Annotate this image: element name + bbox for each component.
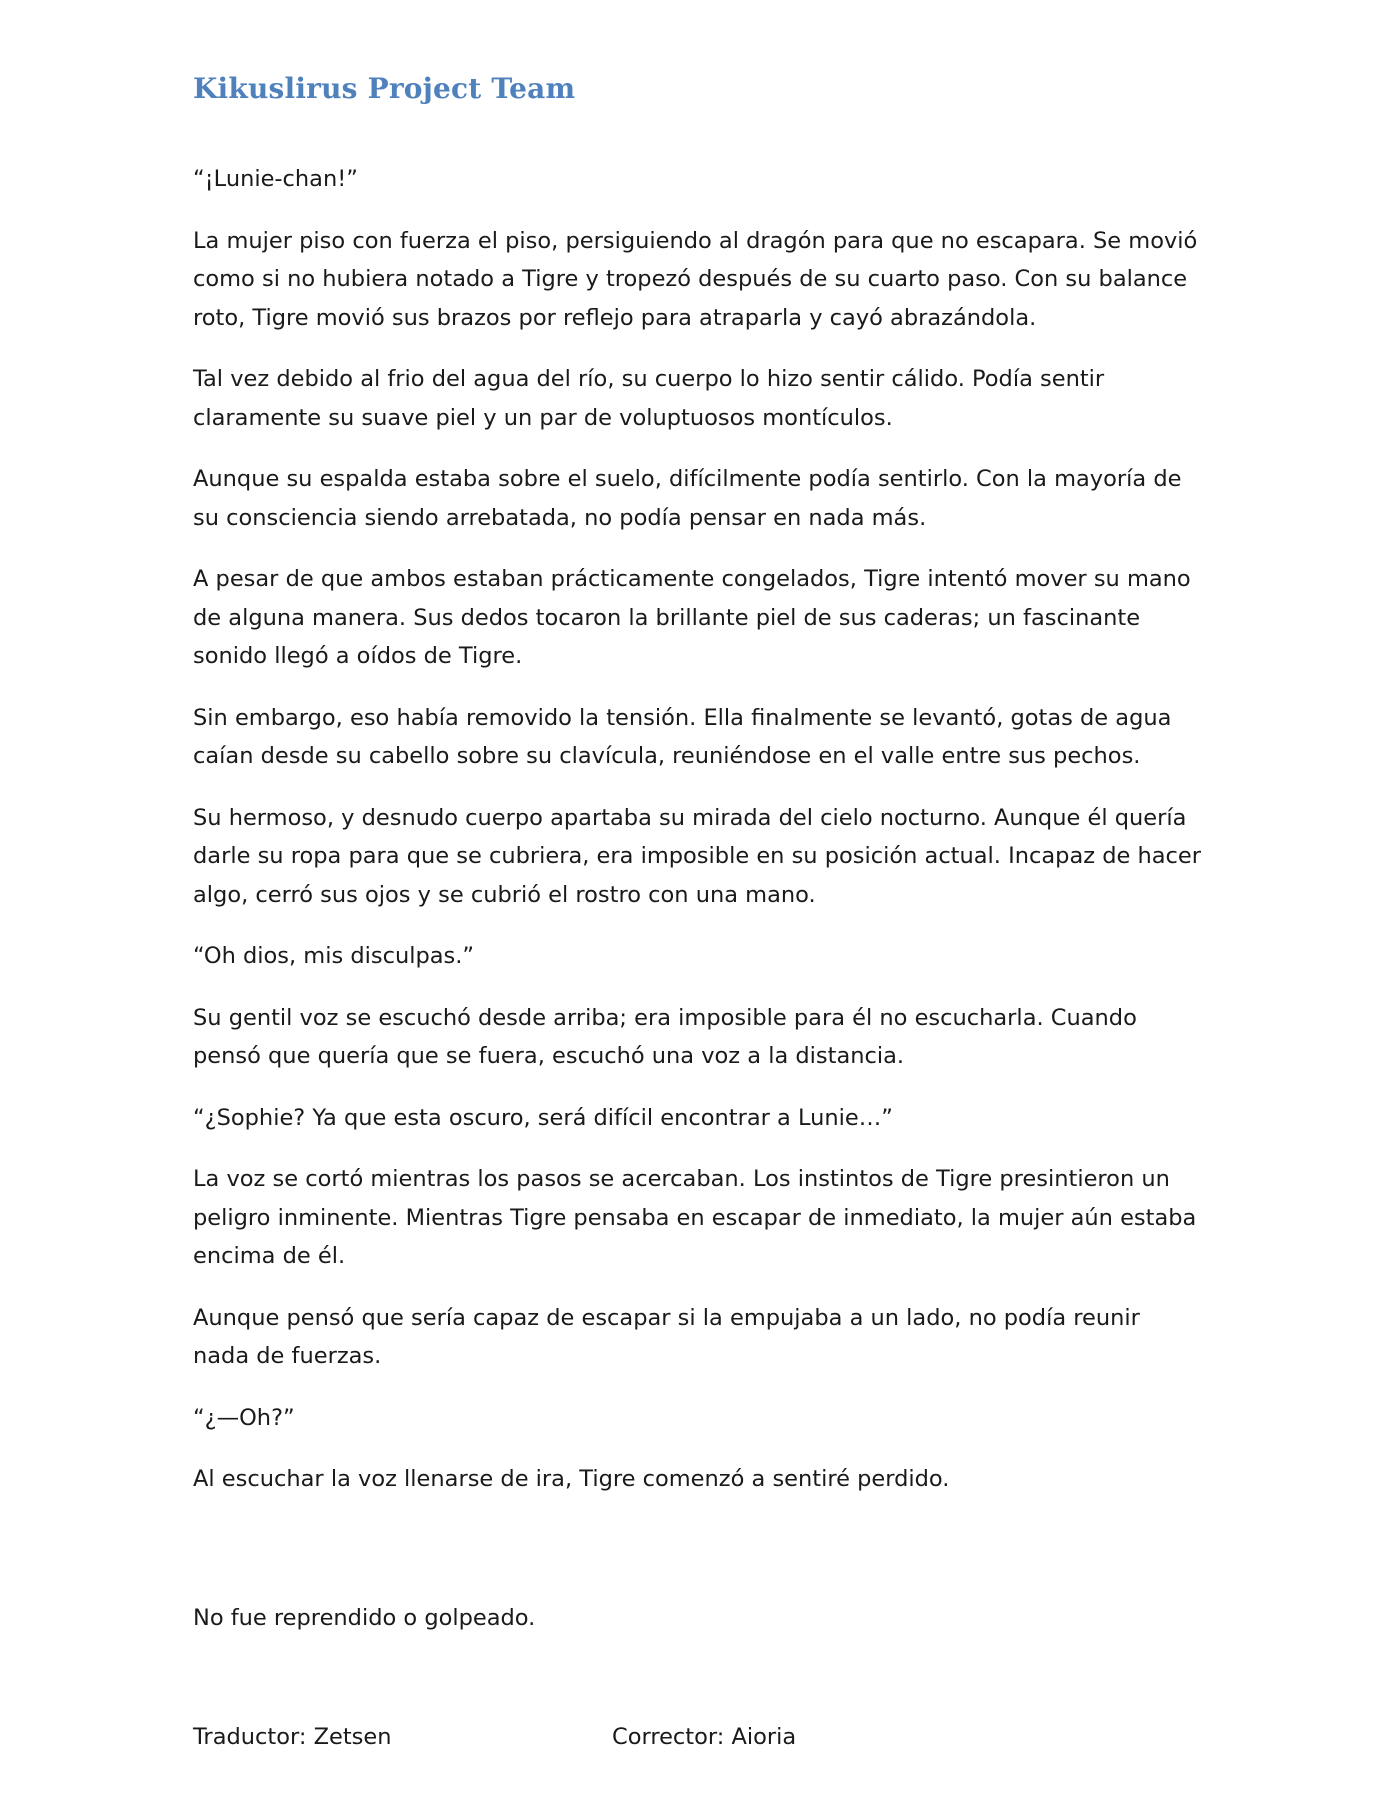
- paragraph: Aunque pensó que sería capaz de escapar si la empujaba a un lado, no podía reunir nada de fuerzas.: [193, 1304, 1140, 1369]
- paragraph: “¿—Oh?”: [193, 1404, 295, 1431]
- paragraph: “¿Sophie? Ya que esta oscuro, será difícil encontrar a Lunie…”: [193, 1104, 893, 1131]
- paragraph: Tal vez debido al frio del agua del río, su cuerpo lo hizo sentir cálido. Podía sentir claramente su suave piel y un par de voluptuosos montículos.: [193, 366, 1105, 431]
- paragraph: No fue reprendido o golpeado.: [193, 1604, 536, 1631]
- paragraph: Aunque su espalda estaba sobre el suelo, difícilmente podía sentirlo. Con la mayoría de su consciencia siendo arrebatada, no podía pensar en nada más.: [193, 466, 1182, 531]
- paragraph: La voz se cortó mientras los pasos se acercaban. Los instintos de Tigre presintieron un peligro inminente. Mientras Tigre pensaba en escapar de inmediato, la mujer aún estaba encima de él.: [193, 1166, 1197, 1269]
- translator-credit: Traductor: Zetsen: [193, 1724, 392, 1750]
- paragraph: A pesar de que ambos estaban prácticamente congelados, Tigre intentó mover su mano de alguna manera. Sus dedos tocaron la brillante piel de sus caderas; un fascinante sonido llegó a oídos de Tigre.: [193, 566, 1191, 669]
- paragraph: Al escuchar la voz llenarse de ira, Tigre comenzó a sentiré perdido.: [193, 1466, 950, 1492]
- paragraph: “Oh dios, mis disculpas.”: [193, 943, 475, 969]
- paragraph: “¡Lunie-chan!”: [193, 166, 358, 192]
- paragraph: Su gentil voz se escuchó desde arriba; era imposible para él no escucharla. Cuando pensó que quería que se fuera, escuchó una voz a la distancia.: [193, 1004, 1137, 1069]
- corrector-credit: Corrector: Aioria: [612, 1724, 797, 1750]
- paragraph: Su hermoso, y desnudo cuerpo apartaba su mirada del cielo nocturno. Aunque él quería darle su ropa para que se cubriera, era imposible en su posición actual. Incapaz de hacer algo, cerró sus ojos y se cubrió el rostro con una mano.: [193, 804, 1201, 908]
- header-title: Kikuslirus Project Team: [193, 72, 576, 105]
- paragraph: Sin embargo, eso había removido la tensión. Ella finalmente se levantó, gotas de agua caían desde su cabello sobre su clavícula, reuniéndose en el valle entre sus pechos.: [193, 704, 1172, 769]
- paragraph: La mujer piso con fuerza el piso, persiguiendo al dragón para que no escapara. Se movió como si no hubiera notado a Tigre y tropezó después de su cuarto paso. Con su balance roto, Tigre movió sus brazos por reflejo para atraparla y cayó abrazándola.: [193, 227, 1198, 331]
- body-text: [193, 160, 1203, 1660]
